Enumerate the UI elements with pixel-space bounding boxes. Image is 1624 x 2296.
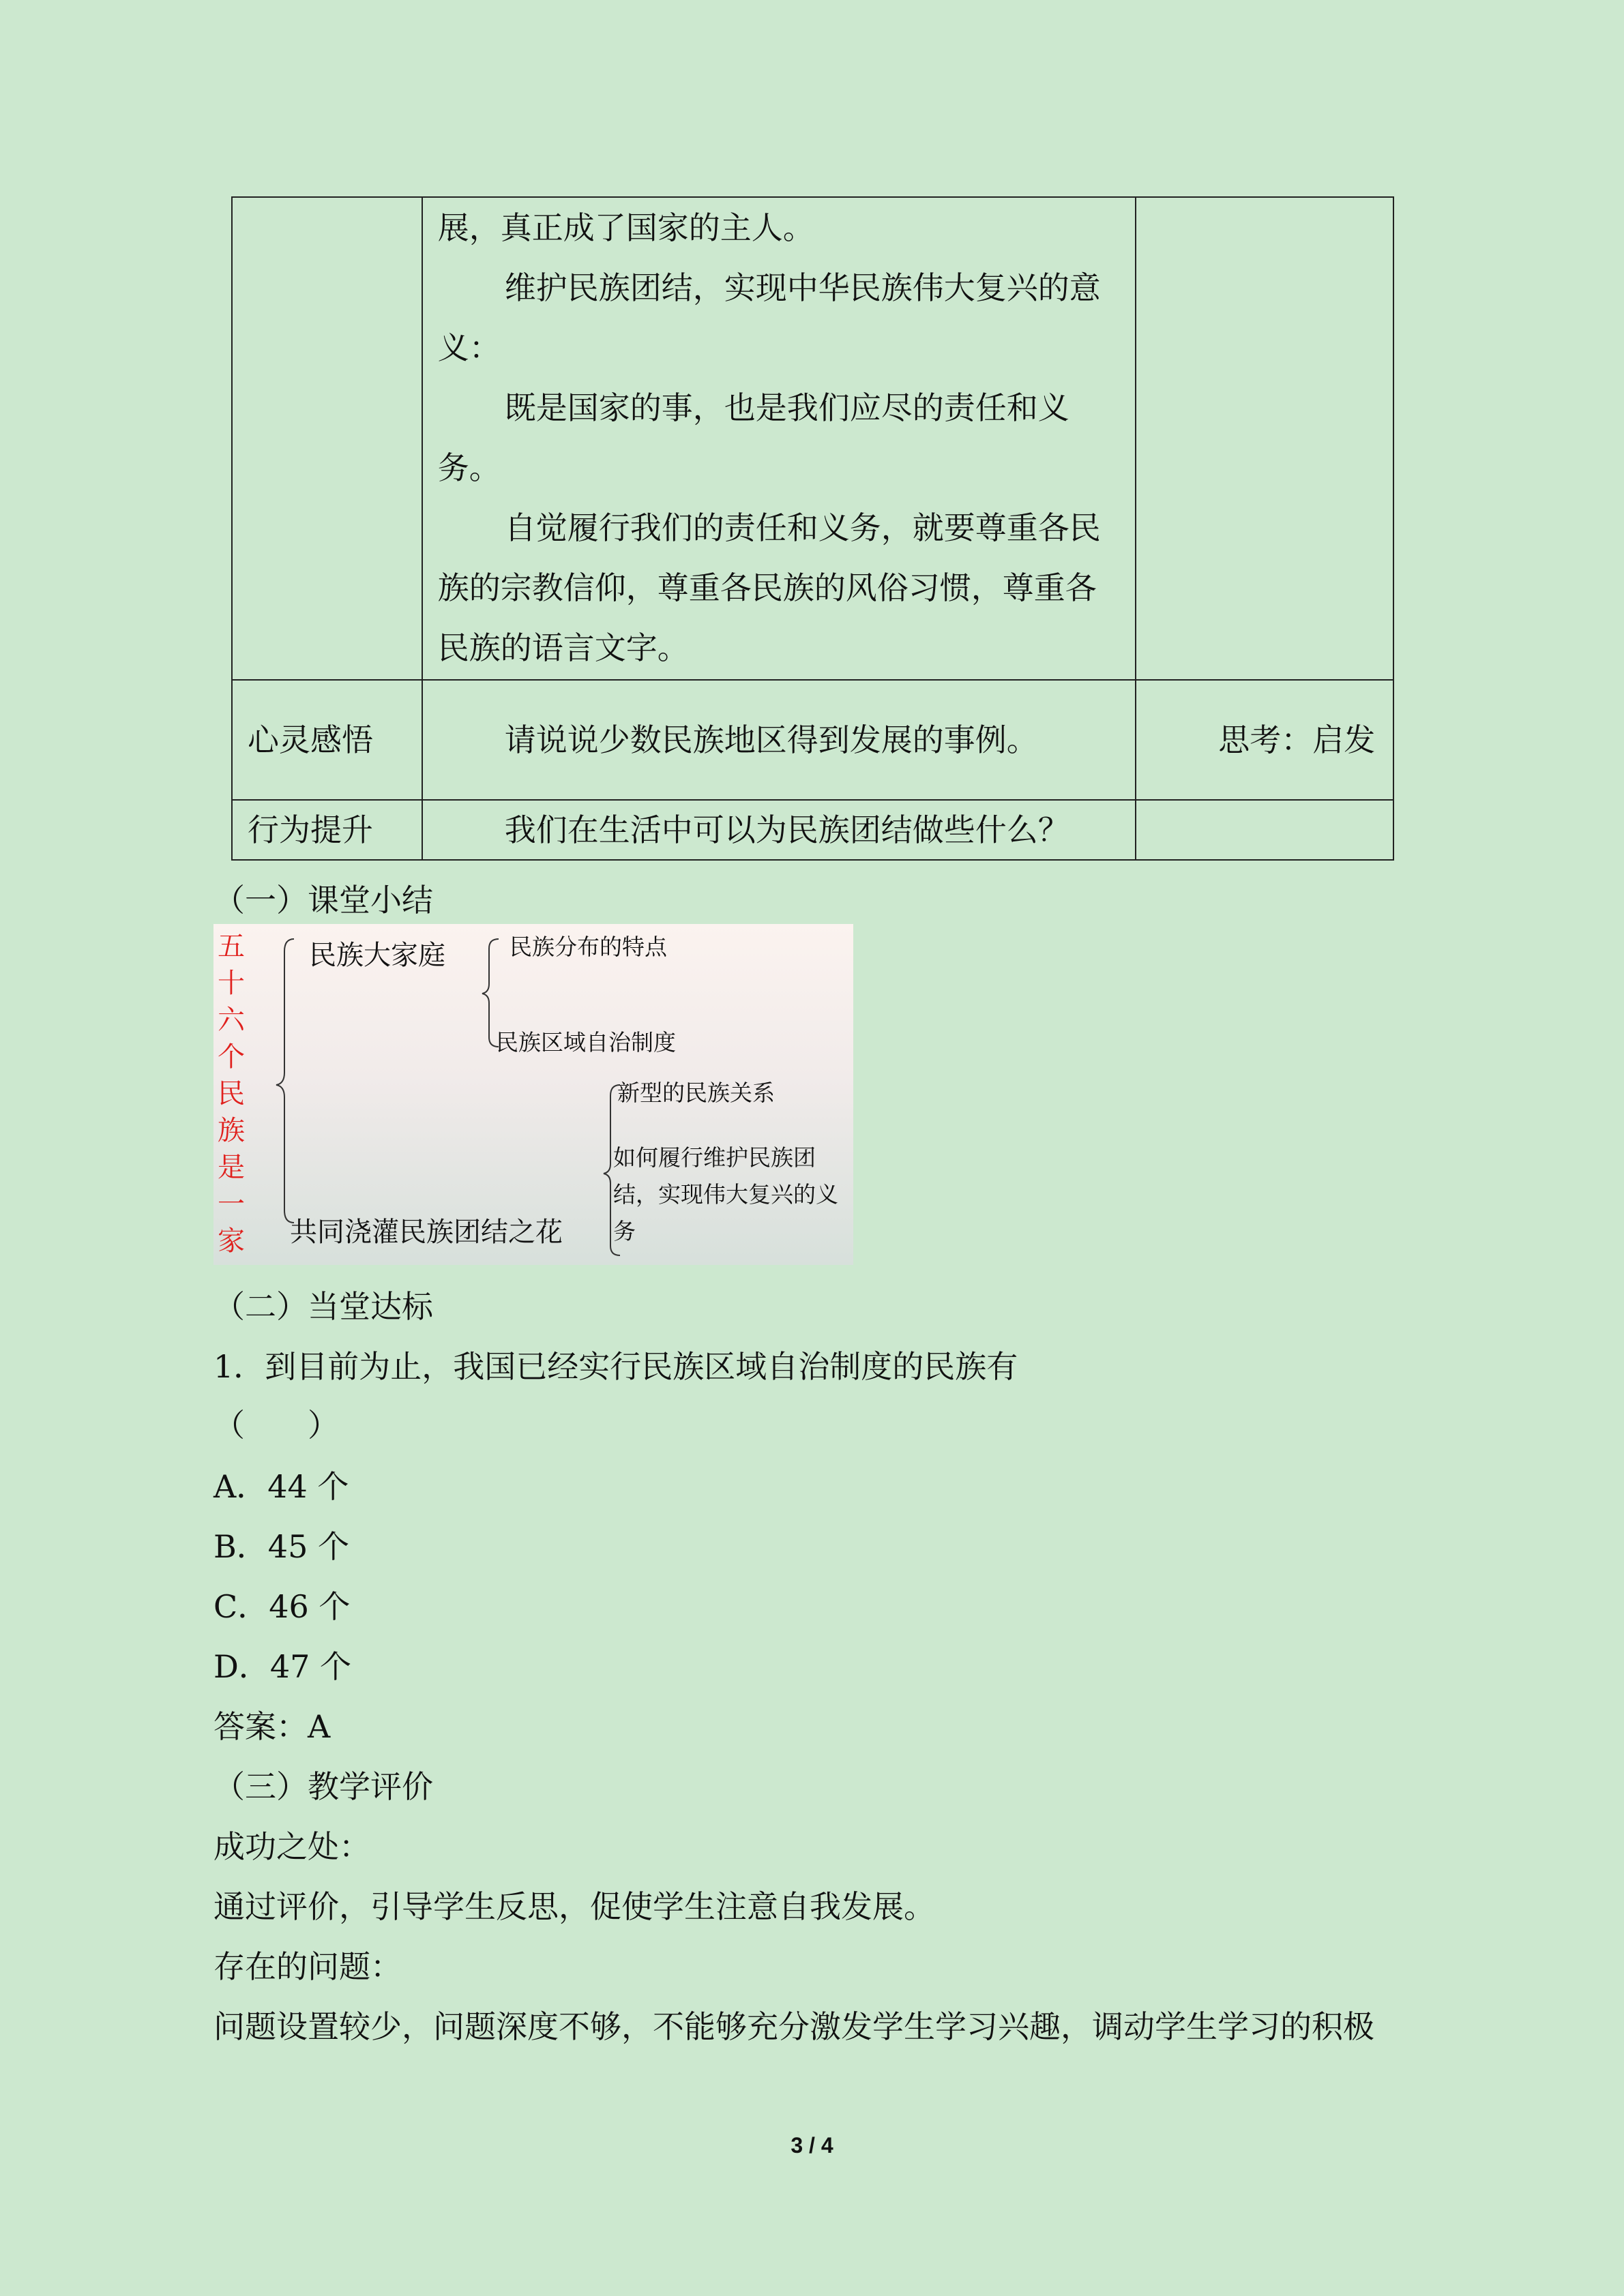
note-text: 思考：启发 [1218,721,1376,758]
table-row [232,800,1393,860]
practice-heading: （二）当堂达标 [213,1288,433,1325]
row-content-cell [422,197,1136,680]
row-label-cell [232,197,422,680]
answer-blank: （ ） [213,1407,339,1444]
mindmap-leaf: 民族分布的特点 [510,934,667,960]
lesson-table [231,196,1394,861]
main-brace [276,939,294,1223]
mindmap-leaf: 民族区域自治制度 [496,1029,676,1056]
mindmap-leaf: 如何履行维护民族团结，实现伟大复兴的义务 [613,1144,838,1244]
mindmap-branch-label: 民族大家庭 [309,940,445,971]
row-note-cell [1136,197,1393,680]
success-text: 通过评价，引导学生反思，促使学生注意自我发展。 [213,1888,935,1925]
page-number: 3 / 4 [791,2133,833,2158]
option-b: B．45 个 [213,1528,349,1565]
row-note-cell [1136,800,1393,860]
mindmap-branch-label: 共同浇灌民族团结之花 [290,1217,563,1248]
option-c: C．46 个 [213,1588,351,1625]
answer-text: 答案：A [213,1708,331,1745]
problem-text: 问题设置较少，问题深度不够，不能够充分激发学生学习兴趣，调动学生学习的积极 [213,2008,1374,2045]
content-paragraph: 既是国家的事，也是我们应尽的责任和义务。 [437,389,1069,486]
mindmap-root: 五十六个民族是一家 [218,931,245,1257]
row-label-cell: 心灵感悟 [232,680,422,800]
content-paragraph: 请说说少数民族地区得到发展的事例。 [504,721,1038,758]
row-content-cell [422,800,1136,860]
mindmap-leaf: 新型的民族关系 [617,1079,775,1106]
content-paragraph: 自觉履行我们的责任和义务，就要尊重各民族的宗教信仰，尊重各民族的风俗习惯，尊重各民族的语言文字。 [437,509,1101,666]
option-d: D．47 个 [213,1648,352,1685]
row-content-cell [422,680,1136,800]
summary-mindmap [213,924,853,1265]
question-stem: 1．到目前为止，我国已经实行民族区域自治制度的民族有 [213,1348,1018,1385]
problem-label: 存在的问题： [213,1948,402,1985]
table-row [232,197,1393,680]
table-row [232,680,1393,800]
option-a: A．44 个 [213,1468,349,1505]
summary-heading: （一）课堂小结 [213,882,433,919]
success-label: 成功之处： [213,1828,370,1865]
row-note-cell [1136,680,1393,800]
evaluation-heading: （三）教学评价 [213,1768,433,1805]
row-label-cell: 行为提升 [232,800,422,860]
content-paragraph: 展，真正成了国家的主人。 [437,209,814,246]
content-paragraph: 维护民族团结，实现中华民族伟大复兴的意义： [437,269,1101,366]
content-paragraph: 我们在生活中可以为民族团结做些什么？ [504,811,1069,848]
